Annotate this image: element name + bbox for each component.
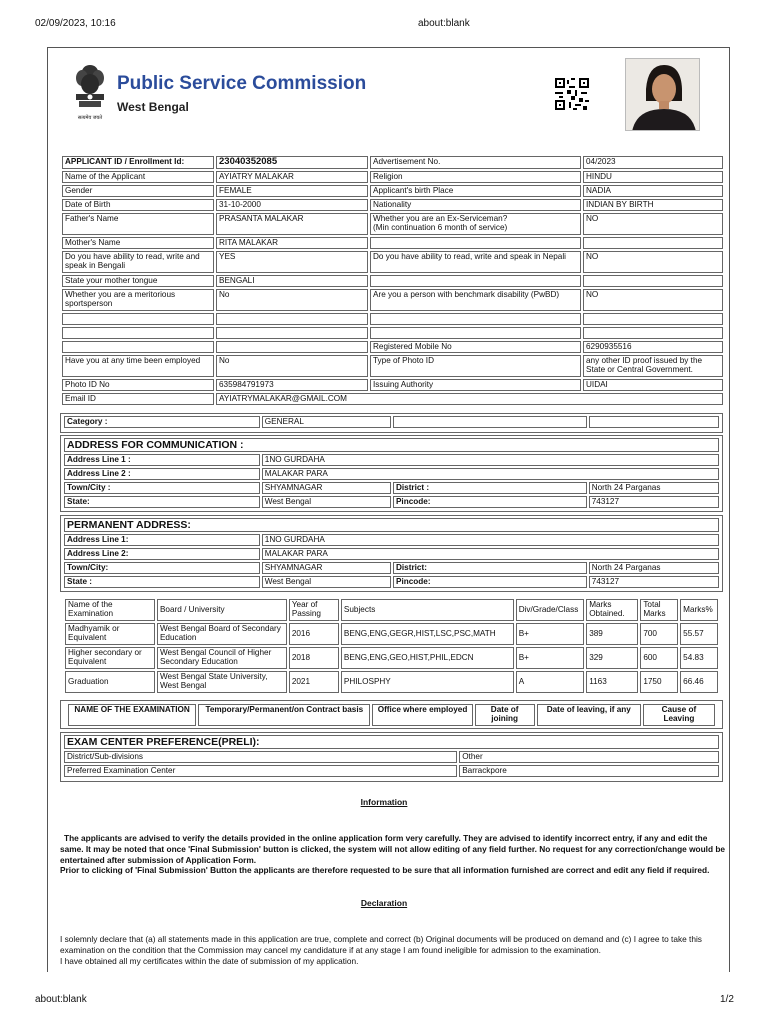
- pwbd-value: NO: [583, 289, 723, 311]
- enrollment-id-value: 23040352085: [216, 156, 368, 169]
- empty-cell: [216, 313, 368, 325]
- advertisement-value: 04/2023: [583, 156, 723, 169]
- photo-id-type-value: any other ID proof issued by the State or Central Government.: [583, 355, 723, 377]
- edu-header-board: Board / University: [157, 599, 287, 621]
- bengali-ability-value: YES: [216, 251, 368, 273]
- name-value: AYIATRY MALAKAR: [216, 171, 368, 183]
- empty-cell: [583, 313, 723, 325]
- edu-cell: West Bengal Council of Higher Secondary Education: [157, 647, 287, 669]
- print-url-bottom: about:blank: [35, 994, 87, 1005]
- issuing-authority-value: UIDAI: [583, 379, 723, 391]
- edu-cell: 329: [586, 647, 638, 669]
- national-emblem-icon: [70, 62, 110, 122]
- edu-cell: 55.57: [680, 623, 718, 645]
- empty-cell: [589, 416, 719, 428]
- edu-cell: Higher secondary or Equivalent: [65, 647, 155, 669]
- declaration-paragraph: I solemnly declare that (a) all statements made in this application are true, complete and correct (b) Original documents will be produced on demand and (c) I agree to take this examination on the condition that the Commission may cancel my candidature if at any stage I am found ineligible for admission to the examination. I have obtained all my certificates within the date of submission of my application.: [60, 934, 702, 966]
- photo-id-type-label: Type of Photo ID: [370, 355, 581, 377]
- mobile-label: Registered Mobile No: [370, 341, 581, 353]
- category-table: [62, 414, 721, 430]
- comm-line2-value: MALAKAR PARA: [262, 468, 719, 480]
- comm-line2-label: Address Line 2 :: [64, 468, 260, 480]
- empty-cell: [216, 327, 368, 339]
- empty-cell: [62, 313, 214, 325]
- information-paragraph: The applicants are advised to verify the details provided in the online application form very carefully. They are advised to identify incorrect entry, if any and edit the same. It may be noted that once 'Final Submission' button is clicked, the system will not allow editing of any field further. No request for any correction/change would be entertained after submission of Application Form. Prior to clicking of 'Final Submission' Button the applicants are therefore requested to be sure that all information furnished are correct and edit any field if required.: [60, 833, 726, 876]
- comm-town-label: Town/City :: [64, 482, 260, 494]
- mother-tongue-value: BENGALI: [216, 275, 368, 287]
- bengali-ability-label: Do you have ability to read, write and speak in Bengali: [62, 251, 214, 273]
- perm-state-value: West Bengal: [262, 576, 391, 588]
- empty-cell: [583, 327, 723, 339]
- emp-header-leaving: Date of leaving, if any: [537, 704, 641, 726]
- applicant-photo: [625, 58, 700, 131]
- religion-value: HINDU: [583, 171, 723, 183]
- perm-district-value: North 24 Parganas: [589, 562, 719, 574]
- edu-cell: B+: [516, 647, 585, 669]
- print-datetime: 02/09/2023, 10:16: [35, 18, 116, 29]
- perm-pincode-value: 743127: [589, 576, 719, 588]
- sportsperson-value: No: [216, 289, 368, 311]
- emp-header-office: Office where employed: [372, 704, 472, 726]
- dob-value: 31-10-2000: [216, 199, 368, 211]
- exam-center-label: Preferred Examination Center: [64, 765, 457, 777]
- edu-header-grade: Div/Grade/Class: [516, 599, 585, 621]
- information-title: Information: [360, 797, 408, 807]
- perm-line1-label: Address Line 1:: [64, 534, 260, 546]
- comm-town-value: SHYAMNAGAR: [262, 482, 391, 494]
- empty-cell: [583, 237, 723, 249]
- comm-district-value: North 24 Parganas: [589, 482, 719, 494]
- edu-cell: 389: [586, 623, 638, 645]
- gender-value: FEMALE: [216, 185, 368, 197]
- edu-header-year: Year of Passing: [289, 599, 339, 621]
- edu-cell: Graduation: [65, 671, 155, 693]
- empty-cell: [216, 341, 368, 353]
- photo-id-no-value: 635984791973: [216, 379, 368, 391]
- email-label: Email ID: [62, 393, 214, 405]
- edu-cell: Madhyamik or Equivalent: [65, 623, 155, 645]
- empty-cell: [370, 237, 581, 249]
- qr-code-icon: [555, 78, 589, 110]
- edu-header-total: Total Marks: [640, 599, 678, 621]
- edu-cell: 600: [640, 647, 678, 669]
- perm-line1-value: 1NO GURDAHA: [262, 534, 719, 546]
- table-row: [65, 623, 718, 645]
- comm-pincode-label: Pincode:: [393, 496, 587, 508]
- birthplace-value: NADIA: [583, 185, 723, 197]
- nepali-ability-label: Do you have ability to read, write and speak in Nepali: [370, 251, 581, 273]
- empty-cell: [370, 313, 581, 325]
- edu-cell: 2016: [289, 623, 339, 645]
- edu-header-exam: Name of the Examination: [65, 599, 155, 621]
- comm-district-label: District :: [393, 482, 587, 494]
- mother-tongue-label: State your mother tongue: [62, 275, 214, 287]
- religion-label: Religion: [370, 171, 581, 183]
- perm-address-title: PERMANENT ADDRESS:: [64, 518, 719, 532]
- comm-state-value: West Bengal: [262, 496, 391, 508]
- comm-address-title: ADDRESS FOR COMMUNICATION :: [64, 438, 719, 452]
- category-label: Category :: [64, 416, 260, 428]
- exam-center-value: Barrackpore: [459, 765, 719, 777]
- org-name: Public Service Commission: [117, 73, 367, 94]
- education-table: [63, 597, 720, 695]
- applicant-details-table: [60, 154, 725, 407]
- empty-cell: [393, 416, 587, 428]
- print-url-top: about:blank: [418, 18, 470, 29]
- edu-cell: BENG,ENG,GEGR,HIST,LSC,PSC,MATH: [341, 623, 514, 645]
- gender-label: Gender: [62, 185, 214, 197]
- perm-line2-value: MALAKAR PARA: [262, 548, 719, 560]
- exam-center-title: EXAM CENTER PREFERENCE(PRELI):: [64, 735, 719, 749]
- birthplace-label: Applicant's birth Place: [370, 185, 581, 197]
- exam-district-label: District/Sub-divisions: [64, 751, 457, 763]
- father-label: Father's Name: [62, 213, 214, 235]
- exam-district-value: Other: [459, 751, 719, 763]
- employed-label: Have you at any time been employed: [62, 355, 214, 377]
- employed-value: No: [216, 355, 368, 377]
- dob-label: Date of Birth: [62, 199, 214, 211]
- perm-town-value: SHYAMNAGAR: [262, 562, 391, 574]
- edu-cell: 2018: [289, 647, 339, 669]
- edu-cell: 700: [640, 623, 678, 645]
- declaration-title: Declaration: [360, 898, 408, 908]
- perm-district-label: District:: [393, 562, 587, 574]
- emp-header-type: Temporary/Permanent/on Contract basis: [198, 704, 370, 726]
- comm-address-table: [62, 436, 721, 510]
- table-row: [65, 647, 718, 669]
- emp-header-cause: Cause of Leaving: [643, 704, 715, 726]
- edu-cell: 1750: [640, 671, 678, 693]
- edu-cell: West Bengal Board of Secondary Education: [157, 623, 287, 645]
- edu-header-subjects: Subjects: [341, 599, 514, 621]
- edu-header-marks: Marks Obtained.: [586, 599, 638, 621]
- emp-header-joining: Date of joining: [475, 704, 535, 726]
- comm-state-label: State:: [64, 496, 260, 508]
- sportsperson-label: Whether you are a meritorious sportsperson: [62, 289, 214, 311]
- nationality-value: INDIAN BY BIRTH: [583, 199, 723, 211]
- edu-cell: BENG,ENG,GEO,HIST,PHIL,EDCN: [341, 647, 514, 669]
- comm-line1-label: Address Line 1 :: [64, 454, 260, 466]
- edu-cell: 2021: [289, 671, 339, 693]
- edu-cell: 1163: [586, 671, 638, 693]
- emp-header-exam: NAME OF THE EXAMINATION: [68, 704, 196, 726]
- mobile-value: 6290935516: [583, 341, 723, 353]
- category-value: GENERAL: [262, 416, 391, 428]
- perm-line2-label: Address Line 2:: [64, 548, 260, 560]
- print-page-number: 1/2: [720, 994, 734, 1005]
- name-label: Name of the Applicant: [62, 171, 214, 183]
- empty-cell: [583, 275, 723, 287]
- ex-serviceman-label: Whether you are an Ex-Serviceman? (Min continuation 6 month of service): [370, 213, 581, 235]
- edu-header-percent: Marks%: [680, 599, 718, 621]
- email-value: AYIATRYMALAKAR@GMAIL.COM: [216, 393, 723, 405]
- edu-cell: PHILOSPHY: [341, 671, 514, 693]
- mother-value: RITA MALAKAR: [216, 237, 368, 249]
- employment-table: [66, 702, 717, 728]
- edu-cell: West Bengal State University, West Bengal: [157, 671, 287, 693]
- comm-line1-value: 1NO GURDAHA: [262, 454, 719, 466]
- nationality-label: Nationality: [370, 199, 581, 211]
- pwbd-label: Are you a person with benchmark disability (PwBD): [370, 289, 581, 311]
- edu-cell: A: [516, 671, 585, 693]
- mother-label: Mother's Name: [62, 237, 214, 249]
- perm-state-label: State :: [64, 576, 260, 588]
- nepali-ability-value: NO: [583, 251, 723, 273]
- father-value: PRASANTA MALAKAR: [216, 213, 368, 235]
- empty-cell: [370, 275, 581, 287]
- enrollment-id-label: APPLICANT ID / Enrollment Id:: [62, 156, 214, 169]
- edu-cell: B+: [516, 623, 585, 645]
- table-row: [65, 671, 718, 693]
- comm-pincode-value: 743127: [589, 496, 719, 508]
- emblem-motto: सत्यमेव जयते: [77, 115, 103, 121]
- exam-center-table: [62, 733, 721, 779]
- edu-cell: 66.46: [680, 671, 718, 693]
- issuing-authority-label: Issuing Authority: [370, 379, 581, 391]
- ex-serviceman-value: NO: [583, 213, 723, 235]
- perm-pincode-label: Pincode:: [393, 576, 587, 588]
- perm-town-label: Town/City:: [64, 562, 260, 574]
- edu-cell: 54.83: [680, 647, 718, 669]
- advertisement-label: Advertisement No.: [370, 156, 581, 169]
- empty-cell: [370, 327, 581, 339]
- perm-address-table: [62, 516, 721, 590]
- photo-id-no-label: Photo ID No: [62, 379, 214, 391]
- empty-cell: [62, 341, 214, 353]
- empty-cell: [62, 327, 214, 339]
- org-state: West Bengal: [117, 100, 189, 114]
